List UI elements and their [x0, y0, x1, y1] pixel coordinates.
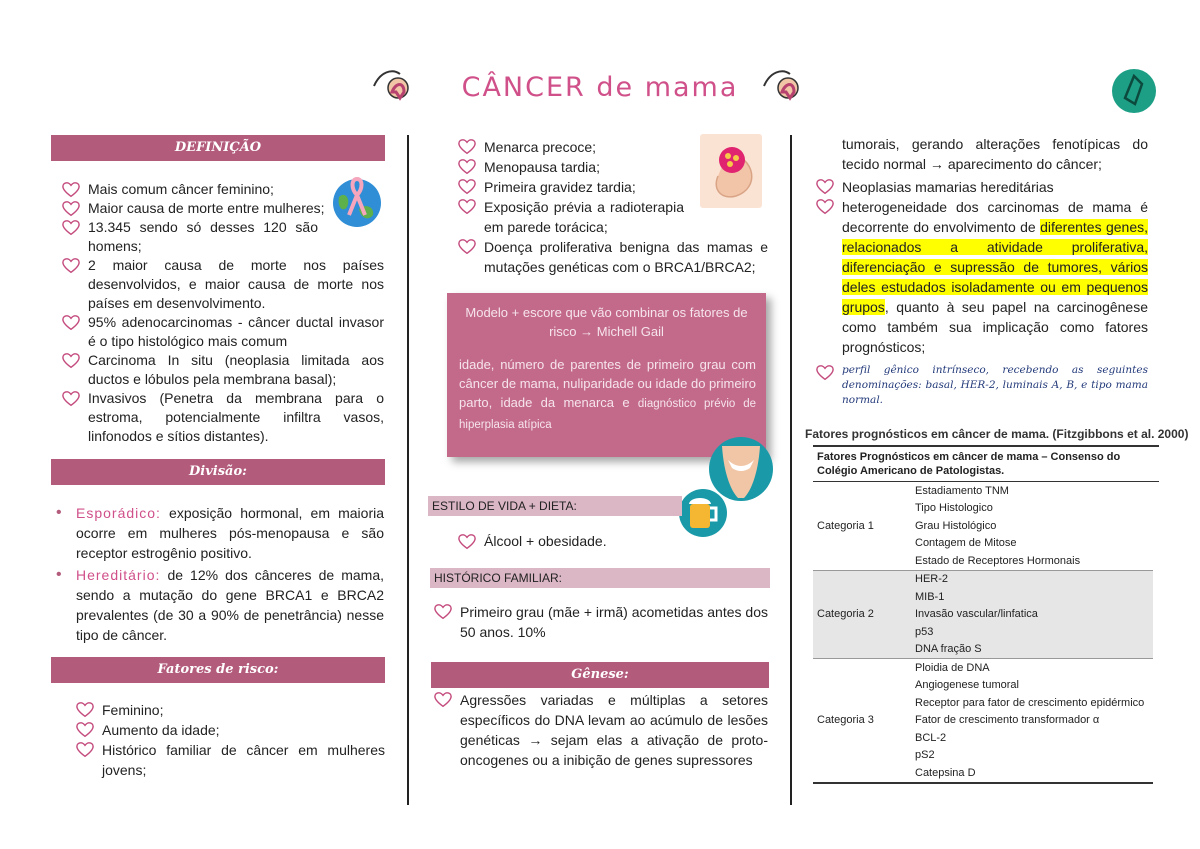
heart-icon — [62, 390, 80, 408]
heart-icon — [458, 198, 476, 216]
list-item: Aumento da idade; — [76, 720, 385, 740]
heart-icon — [62, 352, 80, 370]
section-header-historico: HISTÓRICO FAMILIAR: — [430, 568, 770, 588]
definicao-list — [62, 180, 384, 446]
factor-cell: pS2 — [915, 749, 935, 762]
factor-cell: Estado de Receptores Hormonais — [911, 552, 1153, 570]
list-item: Primeira gravidez tardia; — [458, 177, 768, 197]
factor-cell: Estadiamento TNM — [915, 484, 1009, 497]
factor-cell: HER-2 — [915, 573, 949, 586]
category-cell: Categoria 3 — [813, 659, 911, 783]
list-item: Álcool + obesidade. — [458, 532, 758, 551]
app-logo-icon — [1111, 68, 1157, 114]
list-item: 95% adenocarcinomas - câncer ductal invasor é o tipo histológico mais comum — [62, 313, 384, 351]
factor-cell: Invasão vascular/linfatica — [915, 608, 1038, 621]
category-cell: Categoria 1 — [813, 482, 911, 570]
list-item: perfil gênico intrínseco, recebendo as seguintes denominações: basal, HER-2, luminais A, B, e tipo mama normal. — [816, 363, 1148, 408]
genese-list — [434, 690, 768, 770]
factor-cell: Contagem de Mitose — [915, 537, 1017, 550]
genese-continuation: tumorais, gerando alterações fenotípicas do tecido normal → aparecimento do câncer; — [842, 136, 1148, 172]
heart-icon — [458, 533, 476, 551]
list-item: Doença proliferativa benigna das mamas e mutações genéticas com o BRCA1/BRCA2; — [458, 237, 768, 277]
heart-icon — [76, 701, 94, 719]
beer-mug-icon — [678, 488, 728, 538]
factor-cell: Grau Histológico — [915, 519, 997, 532]
factor-cell: Tipo Histologico — [915, 502, 993, 515]
list-item: Carcinoma In situ (neoplasia limitada aos ductos e lóbulos pela membrana basal); — [62, 351, 384, 389]
factor-cell: DNA fração S — [911, 641, 1153, 659]
list-item: Feminino; — [76, 700, 385, 720]
prognostic-table-body — [813, 482, 1153, 784]
heart-icon — [62, 200, 80, 218]
list-item: • Hereditário: de 12% dos cânceres de mama, sendo a mutação do gene BRCA1 e BRCA2 prevalentes (de 30 a 90% de penetrância) nesse tipo de câncer. — [52, 565, 384, 645]
factor-cell: Catepsina D — [911, 764, 1153, 783]
list-item: Neoplasias mamarias hereditárias — [816, 177, 1148, 197]
list-item: Histórico familiar de câncer em mulheres jovens; — [76, 740, 385, 780]
factor-cell: MIB-1 — [915, 590, 945, 603]
heart-icon — [458, 138, 476, 156]
heart-icon — [816, 364, 834, 382]
fatores-list-cont — [458, 137, 768, 277]
table-header: Fatores Prognósticos em câncer de mama – Consenso do Colégio Americano de Patologistas. — [813, 445, 1159, 482]
list-item: Menarca precoce; — [458, 137, 768, 157]
table-caption: Fatores prognósticos em câncer de mama. (Fitzgibbons et al. 2000) — [805, 427, 1189, 441]
section-header-divisao: Divisão: — [51, 459, 385, 485]
list-item: Maior causa de morte entre mulheres; — [62, 199, 326, 218]
section-header-fatores-risco: Fatores de risco: — [51, 657, 385, 683]
heart-icon — [458, 158, 476, 176]
list-item: 13.345 sendo só desses 120 são homens; — [62, 218, 318, 256]
list-item: Agressões variadas e múltiplas a setores específicos do DNA levam ao acúmulo de lesões genéticas → sejam elas a ativação de proto-oncogenes ou a inibição de genes supressores — [434, 690, 768, 770]
historico-list — [434, 602, 768, 642]
table-row — [813, 482, 1153, 500]
table-row — [813, 570, 1153, 588]
page-title: CÂNCER de mama — [461, 72, 739, 103]
gail-model-box — [447, 293, 766, 457]
factor-cell: BCL-2 — [915, 731, 947, 744]
heart-icon — [434, 603, 452, 621]
heart-icon — [816, 178, 834, 196]
factor-cell: Ploidia de DNA — [915, 661, 990, 674]
list-item: Invasivos (Penetra da membrana para o estroma, potencialmente infiltra vasos, linfonodos e sítios distantes). — [62, 389, 384, 446]
list-item: • Esporádico: exposição hormonal, em maioria ocorre em mulheres pós-menopausa e são receptor estrogênio positivo. — [52, 503, 384, 563]
factor-cell: Receptor para fator de crescimento epidérmico — [915, 696, 1145, 709]
gail-model-title: Modelo + escore que vão combinar os fatores de risco → Michell Gail — [465, 305, 748, 339]
breast-ribbon-icon — [370, 62, 414, 102]
list-item: heterogeneidade dos carcinomas de mama é decorrente do envolvimento de diferentes genes, relacionados a atividade proliferativa, diferenciação e supressão de tumores, vários deles estudados isoladamente ou em pequenos grupos, quanto à seu papel na carcinogênese como também sua implicação como fatores prognósticos; — [816, 197, 1148, 357]
estilo-list — [458, 532, 758, 551]
heart-icon — [434, 691, 452, 709]
list-item: Mais comum câncer feminino; — [62, 180, 318, 199]
heart-icon — [62, 257, 80, 275]
category-cell: Categoria 2 — [813, 570, 911, 659]
factor-cell: Fator de crescimento transformador α — [915, 714, 1100, 727]
breast-ribbon-icon — [760, 62, 804, 102]
list-item: 2 maior causa de morte nos países desenvolvidos, e maior causa de morte nos países em desenvolvimento. — [62, 256, 384, 313]
column-divider — [790, 135, 792, 805]
heart-icon — [62, 181, 80, 199]
list-item: Primeiro grau (mãe + irmã) acometidas antes dos 50 anos. 10% — [434, 602, 768, 642]
heart-icon — [458, 238, 476, 256]
fatores-list — [76, 700, 385, 780]
heart-icon — [62, 314, 80, 332]
section-header-genese: Gênese: — [431, 662, 769, 688]
list-item: Exposição prévia a radioterapia em parede torácica; — [458, 197, 684, 237]
col3-list — [816, 177, 1148, 408]
heart-icon — [76, 721, 94, 739]
gail-model-body: idade, número de parentes de primeiro grau com câncer de mama, nuliparidade ou idade do primeiro parto, idade da menarca e diagnóstico prévio de hiperplasia atípica — [459, 357, 757, 431]
section-header-definicao: DEFINIÇÃO — [51, 135, 385, 161]
factor-cell: p53 — [915, 625, 934, 638]
section-header-estilo-vida: ESTILO DE VIDA + DIETA: — [428, 496, 682, 516]
heart-icon — [62, 219, 80, 237]
divisao-list — [52, 503, 384, 645]
column-divider — [407, 135, 409, 805]
heart-icon — [458, 178, 476, 196]
factor-cell: Angiogenese tumoral — [915, 679, 1019, 692]
heart-icon — [76, 741, 94, 759]
heart-icon — [816, 198, 834, 216]
table-row — [813, 659, 1153, 677]
prognostic-table — [813, 445, 1159, 807]
highlighted-text: diferentes genes, relacionados a atividade proliferativa, diferenciação e supressão de tumores, vários deles estudados isoladamente ou em pequenos grupos — [842, 219, 1149, 315]
list-item: Menopausa tardia; — [458, 157, 768, 177]
